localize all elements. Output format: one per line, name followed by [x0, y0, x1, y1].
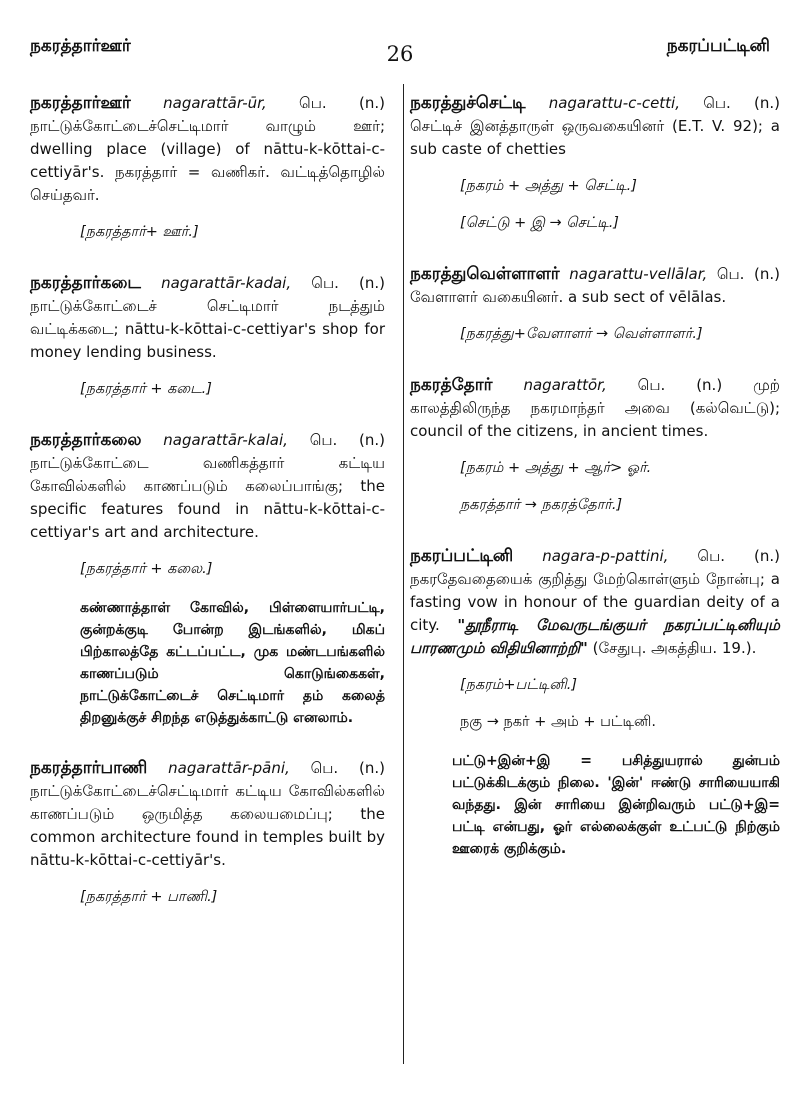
- etymology: [நகரம் + அத்து + செட்டி.]: [460, 178, 637, 194]
- literary-quote: "தூநீராடி மேவருடங்குயர் நகரப்பட்டினியும் பாரணமும் விதியினாற்றி": [410, 616, 780, 657]
- citation: (சேதுபு. அகத்திய. 19.).: [592, 639, 757, 657]
- entry: [410, 92, 780, 235]
- etymology: [நகரம் + அத்து + ஆர்> ஓர்.: [460, 460, 652, 476]
- transliteration: nagarattu-c-cetti,: [548, 94, 680, 112]
- headword: நகரத்துச்செட்டி: [410, 93, 526, 113]
- entry: [30, 92, 385, 244]
- headword: நகரத்தார்பாணி: [30, 758, 148, 778]
- derivation: நகு → நகர் + அம் + பட்டினி.: [460, 714, 656, 730]
- definition: பெ. (n.) நாட்டுக்கோட்டைச்செட்டிமார் கட்டிய கோவில்களில் காணப்படும் ஒருமித்த கலையமைப்பு; the common architecture found in temples built by nāttu-k-kōttai-c-cettiyār's.: [30, 759, 385, 869]
- entry: [30, 272, 385, 401]
- headword: நகரத்துவெள்ளாளர்: [410, 264, 560, 284]
- explanatory-note: பட்டு+இன்+இ = பசித்துயரால் துன்பம் பட்டுக்கிடக்கும் நிலை. 'இன்' ஈண்டு சாரியையாகி வந்தது. இன் சாரியை இன்றிவரும் பட்டு+இ= பட்டி என்பது, ஓர் எல்லைக்குள் உட்பட்டு நிற்கும் ஊரைக் குறிக்கும்.: [452, 753, 780, 857]
- headword: நகரத்தார்ஊர்: [30, 93, 131, 113]
- definition: பெ. (n.) செட்டிச் இனத்தாருள் ஒருவகையினர் (E.T. V. 92); a sub caste of chetties: [410, 94, 780, 158]
- transliteration: nagarattār-kalai,: [163, 431, 288, 449]
- left-column: [30, 92, 385, 937]
- definition: பெ. (n.) நாட்டுக்கோட்டை வணிகத்தார் கட்டிய கோவில்களில் காணப்படும் கலைப்பாங்கு; the specific features found in nāttu-k-kōttai-c-cettiyar's art and architecture.: [30, 431, 385, 541]
- transliteration: nagarattār-kadai,: [161, 274, 292, 292]
- transliteration: nagarattu-vellālar,: [569, 265, 708, 283]
- etymology: [நகரத்தார்+ ஊர்.]: [80, 224, 199, 240]
- explanatory-note: கண்ணாத்தாள் கோவில், பிள்ளையார்பட்டி, குன்றக்குடி போன்ற இடங்களில், மிகப் பிற்காலத்தே கட்டப்பட்ட, முக மண்டபங்களில் காணப்படும் கொடுங்கைகள், நாட்டுக்கோட்டைச் செட்டிமார் தம் கலைத் திறனுக்குச் சிறந்த எடுத்துக்காட்டு எனலாம்.: [80, 600, 385, 726]
- page-number: 26: [386, 42, 414, 66]
- entry: [30, 429, 385, 729]
- definition: பெ. (n.) நகரதேவதையைக் குறித்து மேற்கொள்ளும் நோன்பு; a fasting vow in honour of the guardian deity of a city.: [410, 547, 780, 634]
- entry: [410, 545, 780, 860]
- column-divider: [403, 84, 404, 1064]
- entry: [410, 374, 780, 517]
- entry: [410, 263, 780, 346]
- definition: பெ. (n.) வேளாளர் வகையினர். a sub sect of vēlālas.: [410, 265, 780, 306]
- definition: பெ. (n.) நாட்டுக்கோட்டைச் செட்டிமார் நடத்தும் வட்டிக்கடை; nāttu-k-kōttai-c-cettiyar's shop for money lending business.: [30, 274, 385, 361]
- etymology: [செட்டு + இ → செட்டி.]: [460, 215, 619, 231]
- running-head-left: நகரத்தார்ஊர்: [30, 36, 131, 56]
- etymology: [நகரத்தார் + பாணி.]: [80, 889, 218, 905]
- transliteration: nagarattōr,: [523, 376, 607, 394]
- headword: நகரத்தோர்: [410, 375, 493, 395]
- transliteration: nagara-p-pattini,: [542, 547, 669, 565]
- transliteration: nagarattār-pāni,: [168, 759, 290, 777]
- etymology: [நகரம்+பட்டினி.]: [460, 677, 578, 693]
- etymology: [நகரத்தார் + கலை.]: [80, 561, 213, 577]
- etymology: [நகரத்து+வேளாளர் → வெள்ளாளர்.]: [460, 326, 703, 342]
- transliteration: nagarattār-ūr,: [163, 94, 267, 112]
- entry: [30, 757, 385, 909]
- etymology: நகரத்தார் → நகரத்தோர்.]: [460, 497, 623, 513]
- definition: பெ. (n.) முற் காலத்திலிருந்த நகரமாந்தர் அவை (கல்வெட்டு); council of the citizens, in ancient times.: [410, 376, 780, 440]
- definition: பெ. (n.) நாட்டுக்கோட்டைச்செட்டிமார் வாழும் ஊர்; dwelling place (village) of nāttu-k-kōttai-c-cettiyār's. நகரத்தார் = வணிகர். வட்டித்தொழில் செய்தவர்.: [30, 94, 385, 204]
- headword: நகரப்பட்டினி: [410, 546, 514, 566]
- running-head-right: நகரப்பட்டினி: [666, 36, 770, 56]
- headword: நகரத்தார்கடை: [30, 273, 141, 293]
- right-column: [410, 92, 780, 888]
- headword: நகரத்தார்கலை: [30, 430, 142, 450]
- etymology: [நகரத்தார் + கடை.]: [80, 381, 212, 397]
